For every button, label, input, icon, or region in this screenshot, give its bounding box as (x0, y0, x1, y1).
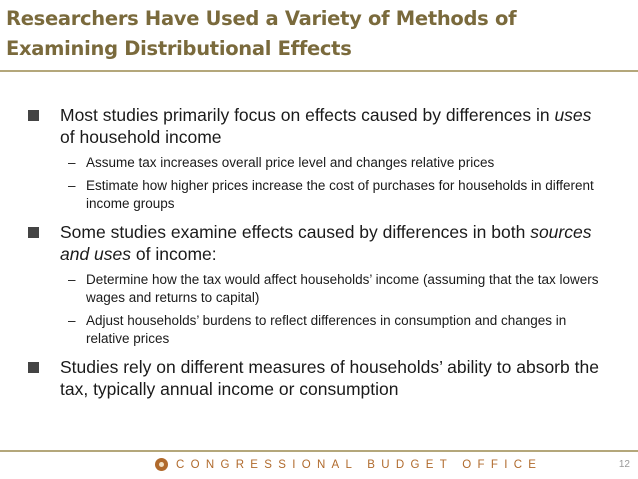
sub-bullet-item: – Estimate how higher prices increase the cost of purchases for households in different income groups (68, 178, 594, 211)
square-bullet-icon (28, 227, 39, 238)
slide-title (6, 4, 626, 64)
bullet-text: Studies rely on different measures of households’ ability to absorb the tax, typically annual income or consumption (60, 357, 599, 399)
title-divider (0, 70, 638, 72)
sub-bullet-list (60, 271, 608, 348)
sub-bullet-list (60, 154, 608, 213)
title-line-2: Examining Distributional Effects (6, 37, 352, 60)
dash-icon: – (68, 272, 76, 287)
bullet-item-2 (28, 221, 608, 348)
footer-organization: CONGRESSIONAL BUDGET OFFICE (176, 459, 543, 471)
bullet-text: Some studies examine effects caused by differences in both sources and uses of income: (60, 222, 592, 264)
dash-icon: – (68, 155, 76, 170)
square-bullet-icon (28, 362, 39, 373)
title-line-1: Researchers Have Used a Variety of Methods of (6, 7, 517, 30)
dash-icon: – (68, 313, 76, 328)
cbo-logo-icon (155, 458, 168, 471)
bullet-text: Most studies primarily focus on effects caused by differences in uses of household income (60, 105, 592, 147)
square-bullet-icon (28, 110, 39, 121)
bullet-item-1 (28, 104, 608, 213)
sub-bullet-item: – Adjust households’ burdens to reflect differences in consumption and changes in relative prices (68, 313, 567, 346)
footer-divider (0, 450, 638, 452)
bullet-item-3 (28, 356, 608, 400)
sub-bullet-item: – Assume tax increases overall price level and changes relative prices (68, 155, 495, 170)
bullet-list (28, 104, 608, 408)
page-number: 12 (618, 459, 630, 470)
sub-bullet-item: – Determine how the tax would affect households’ income (assuming that the tax lowers wages and returns to capital) (68, 272, 599, 305)
dash-icon: – (68, 178, 76, 193)
